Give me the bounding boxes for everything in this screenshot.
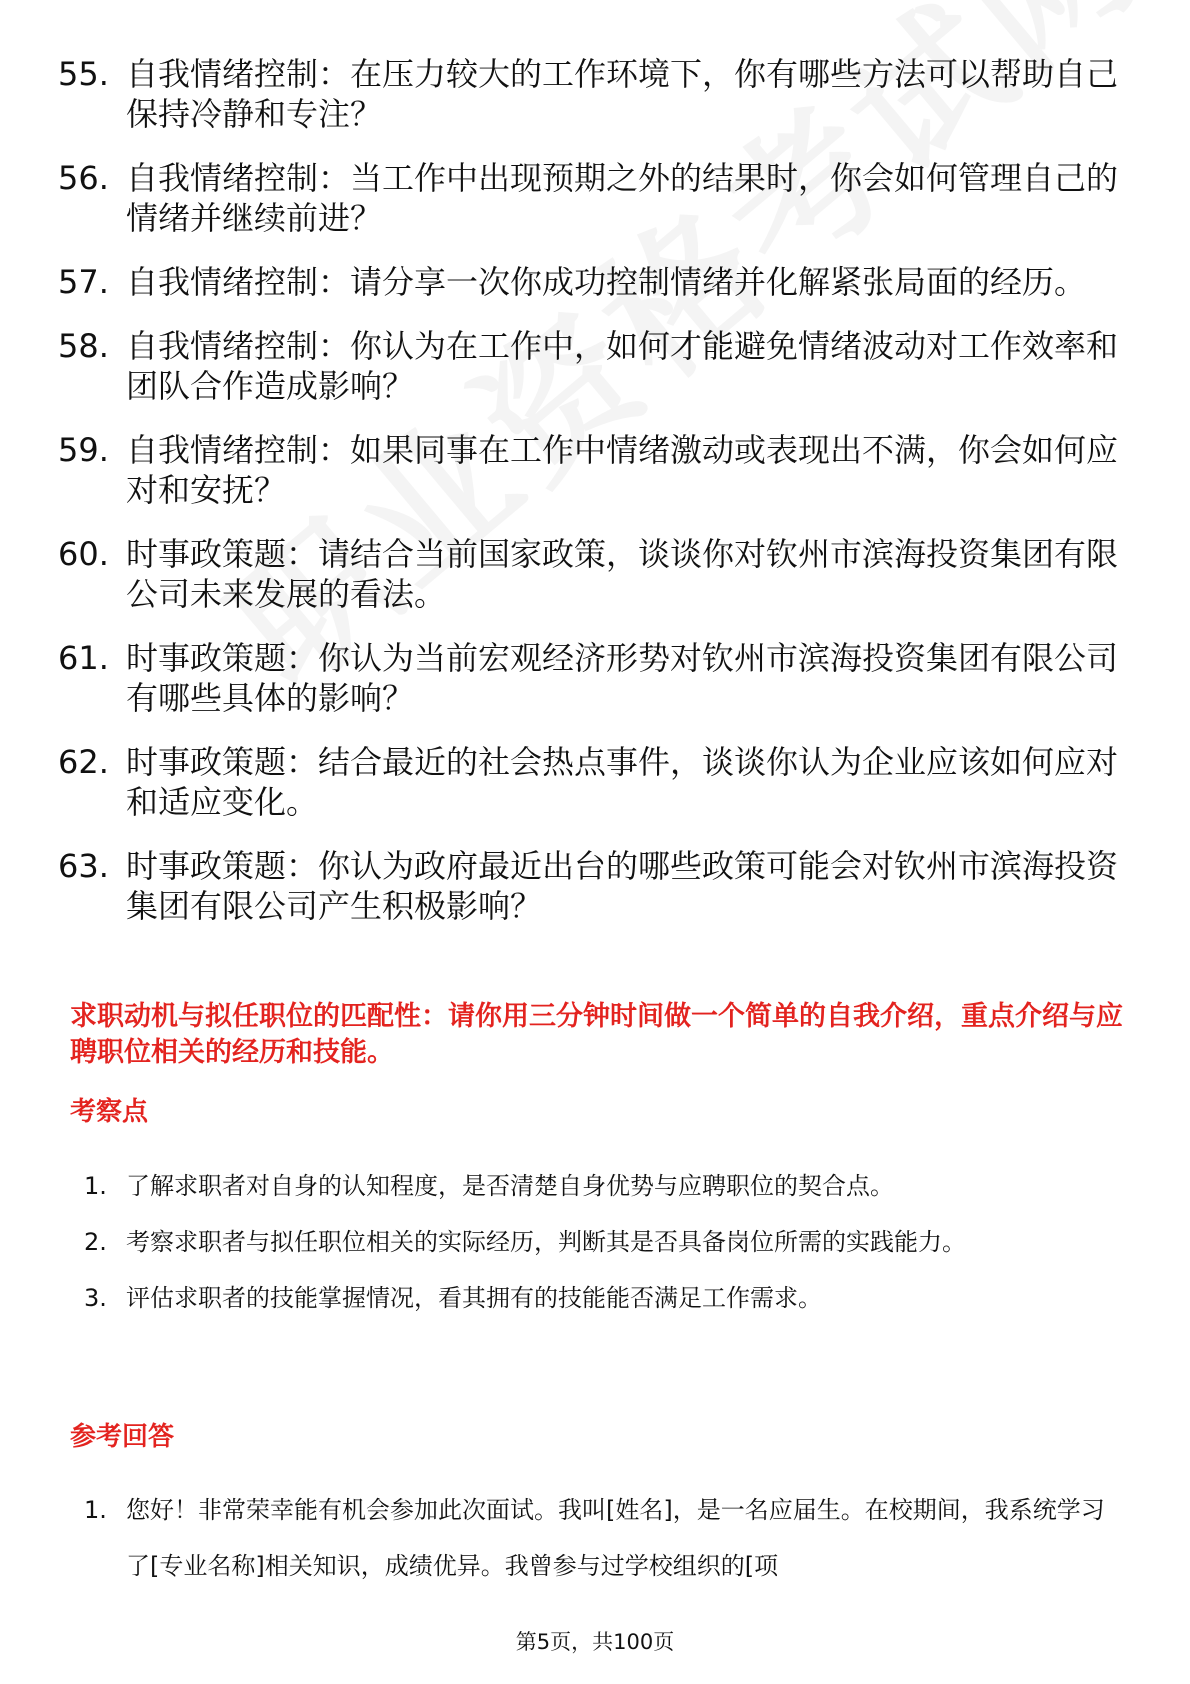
section-heading: 求职动机与拟任职位的匹配性：请你用三分钟时间做一个简单的自我介绍，重点介绍与应聘职位相关的经历和技能。 [70,1001,1123,1068]
item-number: 58. [58,327,109,365]
question-list [58,54,1118,950]
item-number: 3. [84,1284,107,1312]
item-text: 时事政策题：请结合当前国家政策，谈谈你对钦州市滨海投资集团有限公司未来发展的看法。 [126,535,1119,613]
item-text: 您好！非常荣幸能有机会参加此次面试。我叫[姓名]，是一名应届生。在校期间，我系统学习了[专业名称]相关知识，成绩优异。我曾参与过学校组织的[项 [126,1496,1105,1580]
item-number: 55. [58,55,109,93]
list-item [58,534,1118,614]
page-number: 第5页，共100页 [515,1630,675,1654]
evaluation-points-list [84,1158,1124,1326]
item-text: 自我情绪控制：你认为在工作中，如何才能避免情绪波动对工作效率和团队合作造成影响？ [126,327,1119,405]
item-number: 57. [58,263,109,301]
item-text: 自我情绪控制：如果同事在工作中情绪激动或表现出不满，你会如何应对和安抚？ [126,431,1119,509]
item-number: 61. [58,639,109,677]
list-item [58,262,1118,302]
item-number: 59. [58,431,109,469]
item-text: 自我情绪控制：请分享一次你成功控制情绪并化解紧张局面的经历。 [126,263,1087,301]
list-item [58,430,1118,510]
item-text: 了解求职者对自身的认知程度，是否清楚自身优势与应聘职位的契合点。 [126,1172,894,1200]
item-number: 60. [58,535,109,573]
item-text: 考察求职者与拟任职位相关的实际经历，判断其是否具备岗位所需的实践能力。 [126,1228,966,1256]
list-item [84,1482,1124,1594]
list-item [58,846,1118,926]
item-text: 评估求职者的技能掌握情况，看其拥有的技能能否满足工作需求。 [126,1284,822,1312]
evaluation-points-title: 考察点 [70,1097,149,1127]
item-text: 自我情绪控制：在压力较大的工作环境下，你有哪些方法可以帮助自己保持冷静和专注？ [126,55,1119,133]
list-item [58,742,1118,822]
item-number: 56. [58,159,109,197]
list-item [84,1270,1124,1326]
item-number: 1. [84,1496,107,1524]
reference-answer-title: 参考回答 [70,1422,175,1452]
list-item [58,54,1118,134]
list-item [58,638,1118,718]
list-item [58,158,1118,238]
list-item [58,326,1118,406]
item-text: 时事政策题：结合最近的社会热点事件，谈谈你认为企业应该如何应对和适应变化。 [126,743,1119,821]
item-number: 2. [84,1228,107,1256]
reference-answer-list [84,1482,1124,1594]
item-number: 63. [58,847,109,885]
list-item [84,1214,1124,1270]
item-text: 时事政策题：你认为政府最近出台的哪些政策可能会对钦州市滨海投资集团有限公司产生积极影响？ [126,847,1119,925]
item-text: 时事政策题：你认为当前宏观经济形势对钦州市滨海投资集团有限公司有哪些具体的影响？ [126,639,1119,717]
list-item [84,1158,1124,1214]
item-text: 自我情绪控制：当工作中出现预期之外的结果时，你会如何管理自己的情绪并继续前进？ [126,159,1119,237]
item-number: 62. [58,743,109,781]
item-number: 1. [84,1172,107,1200]
